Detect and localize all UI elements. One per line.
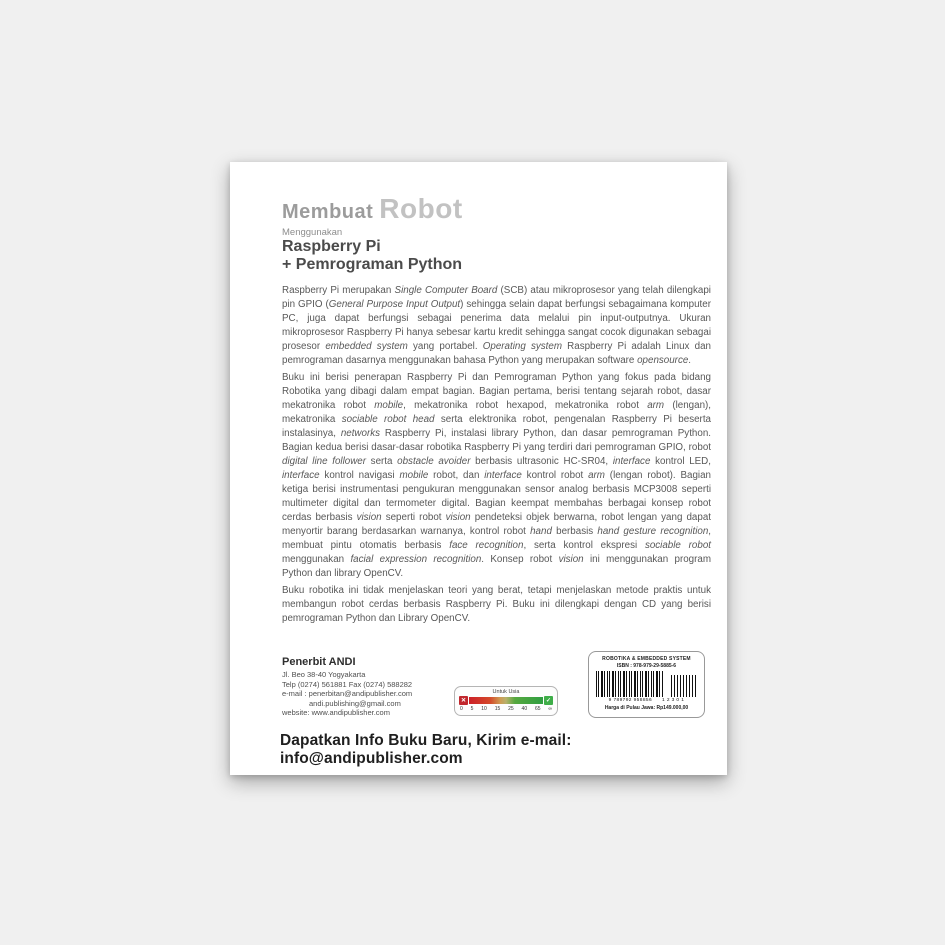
title-pemrograman-python: + Pemrograman Python bbox=[282, 256, 463, 273]
synopsis-paragraph-3: Buku robotika ini tidak menjelaskan teori yang berat, tetapi menjelaskan metode praktis untuk membangun robot cerdas berbasis Raspberry Pi. Buku ini dilengkapi dengan CD yang berisi pemrograman Python dan Library OpenCV. bbox=[282, 585, 711, 624]
age-rating-label: Untuk Usia bbox=[492, 689, 520, 695]
age-x-icon: ✕ bbox=[460, 698, 467, 704]
barcode-bars bbox=[594, 671, 699, 697]
synopsis bbox=[282, 284, 711, 626]
barcode-category: ROBOTIKA & EMBEDDED SYSTEM bbox=[602, 656, 691, 662]
publisher-address: Jl. Beo 38-40 Yogyakarta bbox=[282, 670, 366, 679]
barcode-addon-bars-icon bbox=[671, 675, 697, 697]
footer-cta: Dapatkan Info Buku Baru, Kirim e-mail: info@andipublisher.com bbox=[280, 732, 572, 767]
publisher-block bbox=[282, 656, 412, 718]
publisher-name: Penerbit ANDI bbox=[282, 656, 356, 668]
title-raspberry-pi: Raspberry Pi bbox=[282, 238, 381, 255]
title-robot: Robot bbox=[379, 193, 463, 224]
publisher-email-1: e-mail : penerbitan@andipublisher.com bbox=[282, 689, 413, 699]
title-membuat: Membuat bbox=[282, 201, 374, 223]
publisher-email-2: andi.publishing@gmail.com bbox=[309, 698, 401, 708]
age-gradient-bar bbox=[469, 697, 543, 704]
age-rating-bar bbox=[459, 696, 553, 705]
barcode-box bbox=[588, 651, 705, 718]
age-rating-strip bbox=[454, 686, 558, 716]
barcode-digits-main: 9 789792 958856 bbox=[608, 698, 653, 703]
barcode-price: Harga di Pulau Jawa: Rp149.000,00 bbox=[604, 705, 689, 711]
barcode-digits-addon: 1 2 3 0 1 bbox=[662, 698, 685, 703]
synopsis-paragraph-2: Buku ini berisi penerapan Raspberry Pi dan Pemrograman Python yang fokus pada bidang Robotika yang dibagi dalam empat bagian. Bagian pertama, berisi tentang sejarah robot, dasar mekatronika robot mobile, mekatronika robot hexapod, mekatronika robot arm (lengan), mekatronika sociable robot head serta elektronika robot, pengenalan Raspberry Pi beserta instalasinya, networks Raspberry Pi, instalasi library Python, dan dasar pemrograman Python. Bagian kedua berisi dasar-dasar robotika Raspberry Pi yang terdiri dari pemrograman GPIO, robot digital line follower serta obstacle avoider berbasis ultrasonic HC-SR04, interface kontrol LED, interface kontrol navigasi mobile robot, dan interface kontrol robot arm (lengan robot). Bagian ketiga berisi instrumentasi pengukuran menggunakan sensor analog berbasis MCP3008 seperti multimeter digital dan termometer digital. Bagian keempat membahas berbagai konsep robot cerdas berbasis vision seperti robot vision pendeteksi objek berwarna, robot lengan yang dapat menyortir barang berdasarkan warnanya, kontrol robot hand berbasis hand gesture recognition, membuat pintu otomatis berbasis face recognition, serta kontrol ekspresi sociable robot menggunakan facial expression recognition. Konsep robot vision ini menggunakan program Python dan library OpenCV. bbox=[282, 372, 712, 579]
book-title-top bbox=[282, 193, 711, 227]
barcode-isbn: ISBN : 978-979-29-5885-6 bbox=[616, 663, 677, 669]
barcode-digits bbox=[594, 698, 699, 703]
barcode-main-bars-icon bbox=[596, 671, 664, 697]
age-check-icon: ✓ bbox=[545, 698, 552, 704]
title-menggunakan: Menggunakan bbox=[282, 227, 343, 238]
synopsis-paragraph-1: Raspberry Pi merupakan Single Computer Board (SCB) atau mikroprosesor yang telah dilengkapi pin GPIO (General Purpose Input Output) sehingga selain dapat berfungsi sebagaimana komputer PC, juga dapat berfungsi sebagai penerima data melalui pin input-outputnya. Ukuran mikroprosesor Raspberry Pi hanya sebesar kartu kredit sehingga sangat cocok digunakan sebagai prosesor embedded system yang portabel. Operating system Raspberry Pi adalah Linux dan pemrograman dasarnya menggunakan bahasa Python yang merupakan software opensource. bbox=[282, 285, 711, 366]
publisher-website: website: www.andipublisher.com bbox=[282, 708, 390, 718]
book-back-cover bbox=[230, 162, 727, 775]
age-rating-scale: 0 5 10 15 25 40 65 ∞ bbox=[460, 706, 552, 712]
publisher-phone: Telp (0274) 561881 Fax (0274) 588282 bbox=[282, 679, 413, 689]
